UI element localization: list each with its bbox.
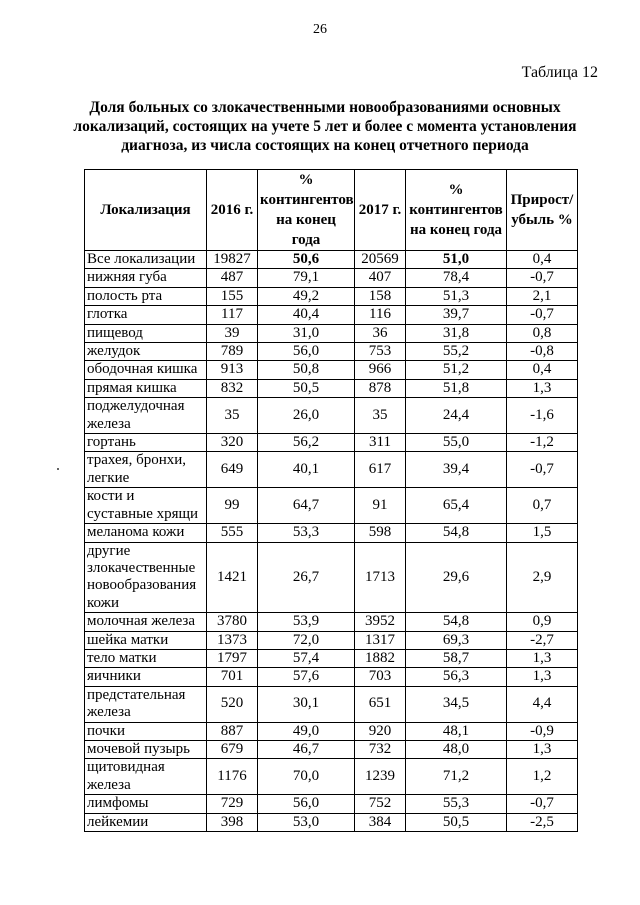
cell-pct-2016: 53,0 [258, 813, 355, 831]
cell-localization: глотка [85, 306, 207, 324]
cell-localization: другие злокачественные новообразования кожи [85, 542, 207, 613]
cell-2017: 1239 [355, 759, 406, 795]
cell-localization: предстательная железа [85, 686, 207, 722]
cell-2016: 3780 [207, 613, 258, 631]
table-row [85, 613, 578, 631]
cell-pct-2016: 72,0 [258, 631, 355, 649]
cell-2017: 407 [355, 269, 406, 287]
cell-2016: 99 [207, 488, 258, 524]
cell-pct-2017: 54,8 [406, 613, 507, 631]
cell-2016: 729 [207, 795, 258, 813]
cell-pct-2017: 71,2 [406, 759, 507, 795]
table-row [85, 740, 578, 758]
cell-pct-2016: 70,0 [258, 759, 355, 795]
cell-localization: лейкемии [85, 813, 207, 831]
cell-change: -2,5 [507, 813, 578, 831]
cell-change: -0,9 [507, 722, 578, 740]
cell-pct-2017: 50,5 [406, 813, 507, 831]
cell-localization: яичники [85, 668, 207, 686]
table-row [85, 379, 578, 397]
cell-2017: 617 [355, 452, 406, 488]
cell-change: 1,3 [507, 668, 578, 686]
table-row [85, 343, 578, 361]
header-change: Прирост/ убыль % [507, 170, 578, 251]
cell-change: -0,7 [507, 306, 578, 324]
cell-pct-2017: 24,4 [406, 398, 507, 434]
cell-localization: молочная железа [85, 613, 207, 631]
table-row [85, 287, 578, 305]
cell-pct-2017: 51,3 [406, 287, 507, 305]
cell-2017: 966 [355, 361, 406, 379]
header-pct-2016: % контингентов на конец года [258, 170, 355, 251]
cell-pct-2016: 56,2 [258, 434, 355, 452]
cell-2016: 398 [207, 813, 258, 831]
cell-2016: 913 [207, 361, 258, 379]
cell-2017: 1713 [355, 542, 406, 613]
cell-2016: 789 [207, 343, 258, 361]
cell-2016: 35 [207, 398, 258, 434]
cell-2017: 1882 [355, 649, 406, 667]
cell-2017: 651 [355, 686, 406, 722]
cell-2016: 117 [207, 306, 258, 324]
header-pct-2017: % контингентов на конец года [406, 170, 507, 251]
table-row [85, 759, 578, 795]
cell-2017: 703 [355, 668, 406, 686]
cell-localization: лимфомы [85, 795, 207, 813]
cell-pct-2017: 55,3 [406, 795, 507, 813]
cell-localization: трахея, бронхи, легкие [85, 452, 207, 488]
data-table [84, 169, 578, 832]
table-row [85, 649, 578, 667]
cell-localization: ободочная кишка [85, 361, 207, 379]
cell-pct-2016: 40,4 [258, 306, 355, 324]
table-row [85, 722, 578, 740]
scan-speck [57, 468, 59, 470]
table-row [85, 813, 578, 831]
table-body [85, 251, 578, 832]
header-localization: Локализация [85, 170, 207, 251]
table-row [85, 452, 578, 488]
cell-change: 1,2 [507, 759, 578, 795]
cell-pct-2017: 34,5 [406, 686, 507, 722]
cell-pct-2017: 65,4 [406, 488, 507, 524]
cell-pct-2017: 31,8 [406, 324, 507, 342]
table-row [85, 631, 578, 649]
cell-pct-2017: 58,7 [406, 649, 507, 667]
cell-2016: 1797 [207, 649, 258, 667]
cell-pct-2016: 56,0 [258, 343, 355, 361]
cell-2016: 649 [207, 452, 258, 488]
cell-2017: 752 [355, 795, 406, 813]
cell-pct-2017: 56,3 [406, 668, 507, 686]
cell-2017: 91 [355, 488, 406, 524]
cell-localization: Все локализации [85, 251, 207, 269]
table-row [85, 269, 578, 287]
header-2016: 2016 г. [207, 170, 258, 251]
cell-pct-2016: 49,2 [258, 287, 355, 305]
cell-localization: пищевод [85, 324, 207, 342]
cell-2016: 39 [207, 324, 258, 342]
table-row [85, 398, 578, 434]
cell-localization: полость рта [85, 287, 207, 305]
cell-2016: 520 [207, 686, 258, 722]
cell-change: -1,6 [507, 398, 578, 434]
cell-pct-2017: 55,2 [406, 343, 507, 361]
cell-2017: 598 [355, 524, 406, 542]
cell-2016: 320 [207, 434, 258, 452]
table-row [85, 324, 578, 342]
cell-2017: 920 [355, 722, 406, 740]
cell-localization: почки [85, 722, 207, 740]
cell-change: 0,8 [507, 324, 578, 342]
cell-2017: 158 [355, 287, 406, 305]
cell-pct-2016: 57,4 [258, 649, 355, 667]
cell-pct-2016: 46,7 [258, 740, 355, 758]
cell-change: -0,7 [507, 269, 578, 287]
cell-localization: поджелудочная железа [85, 398, 207, 434]
cell-2016: 701 [207, 668, 258, 686]
table-row [85, 488, 578, 524]
cell-pct-2017: 54,8 [406, 524, 507, 542]
cell-localization: щитовидная железа [85, 759, 207, 795]
cell-pct-2017: 39,7 [406, 306, 507, 324]
cell-change: 2,9 [507, 542, 578, 613]
cell-2016: 832 [207, 379, 258, 397]
cell-localization: желудок [85, 343, 207, 361]
cell-localization: меланома кожи [85, 524, 207, 542]
header-2017: 2017 г. [355, 170, 406, 251]
cell-2016: 487 [207, 269, 258, 287]
cell-pct-2016: 31,0 [258, 324, 355, 342]
cell-pct-2017: 39,4 [406, 452, 507, 488]
table-label: Таблица 12 [521, 64, 598, 81]
page-number: 26 [313, 22, 327, 37]
cell-change: 1,3 [507, 379, 578, 397]
cell-change: -2,7 [507, 631, 578, 649]
cell-2017: 116 [355, 306, 406, 324]
cell-2017: 732 [355, 740, 406, 758]
cell-pct-2017: 51,0 [406, 251, 507, 269]
cell-pct-2016: 30,1 [258, 686, 355, 722]
table-caption: Доля больных со злокачественными новообразованиями основных локализаций, состоящих на учете 5 лет и более с момента установления диагноза, из числа состоящих на конец отчетного периода [73, 99, 577, 154]
cell-change: -0,7 [507, 452, 578, 488]
cell-2017: 20569 [355, 251, 406, 269]
cell-pct-2017: 69,3 [406, 631, 507, 649]
cell-localization: кости и суставные хрящи [85, 488, 207, 524]
cell-2017: 36 [355, 324, 406, 342]
table-row [85, 668, 578, 686]
cell-2017: 3952 [355, 613, 406, 631]
cell-change: 0,7 [507, 488, 578, 524]
cell-pct-2016: 40,1 [258, 452, 355, 488]
cell-2016: 555 [207, 524, 258, 542]
table-row [85, 434, 578, 452]
cell-change: 4,4 [507, 686, 578, 722]
cell-pct-2016: 79,1 [258, 269, 355, 287]
table-row [85, 524, 578, 542]
cell-pct-2016: 50,6 [258, 251, 355, 269]
cell-localization: прямая кишка [85, 379, 207, 397]
cell-pct-2017: 78,4 [406, 269, 507, 287]
cell-localization: мочевой пузырь [85, 740, 207, 758]
cell-pct-2016: 53,9 [258, 613, 355, 631]
cell-2017: 311 [355, 434, 406, 452]
cell-pct-2016: 57,6 [258, 668, 355, 686]
cell-2016: 679 [207, 740, 258, 758]
table-row [85, 795, 578, 813]
cell-change: 1,3 [507, 649, 578, 667]
cell-change: 1,3 [507, 740, 578, 758]
header-row [85, 170, 578, 251]
cell-2017: 878 [355, 379, 406, 397]
cell-localization: тело матки [85, 649, 207, 667]
cell-pct-2016: 50,5 [258, 379, 355, 397]
cell-2016: 1373 [207, 631, 258, 649]
cell-pct-2016: 50,8 [258, 361, 355, 379]
cell-pct-2016: 53,3 [258, 524, 355, 542]
cell-pct-2016: 56,0 [258, 795, 355, 813]
table-row [85, 361, 578, 379]
cell-pct-2017: 55,0 [406, 434, 507, 452]
cell-pct-2017: 51,2 [406, 361, 507, 379]
cell-change: 0,4 [507, 251, 578, 269]
cell-2016: 19827 [207, 251, 258, 269]
cell-2017: 753 [355, 343, 406, 361]
cell-pct-2017: 48,0 [406, 740, 507, 758]
cell-2017: 384 [355, 813, 406, 831]
cell-2016: 155 [207, 287, 258, 305]
cell-pct-2016: 49,0 [258, 722, 355, 740]
cell-2017: 35 [355, 398, 406, 434]
cell-change: 0,4 [507, 361, 578, 379]
cell-localization: нижняя губа [85, 269, 207, 287]
cell-pct-2016: 26,7 [258, 542, 355, 613]
cell-change: 1,5 [507, 524, 578, 542]
cell-2016: 1176 [207, 759, 258, 795]
table-row [85, 542, 578, 613]
cell-pct-2017: 29,6 [406, 542, 507, 613]
cell-change: 0,9 [507, 613, 578, 631]
cell-2017: 1317 [355, 631, 406, 649]
table-row [85, 686, 578, 722]
cell-localization: гортань [85, 434, 207, 452]
cell-2016: 887 [207, 722, 258, 740]
cell-pct-2017: 51,8 [406, 379, 507, 397]
cell-pct-2016: 26,0 [258, 398, 355, 434]
cell-change: -0,7 [507, 795, 578, 813]
table-row [85, 251, 578, 269]
table-row [85, 306, 578, 324]
cell-change: -1,2 [507, 434, 578, 452]
cell-localization: шейка матки [85, 631, 207, 649]
cell-change: 2,1 [507, 287, 578, 305]
cell-2016: 1421 [207, 542, 258, 613]
cell-pct-2016: 64,7 [258, 488, 355, 524]
cell-pct-2017: 48,1 [406, 722, 507, 740]
cell-change: -0,8 [507, 343, 578, 361]
